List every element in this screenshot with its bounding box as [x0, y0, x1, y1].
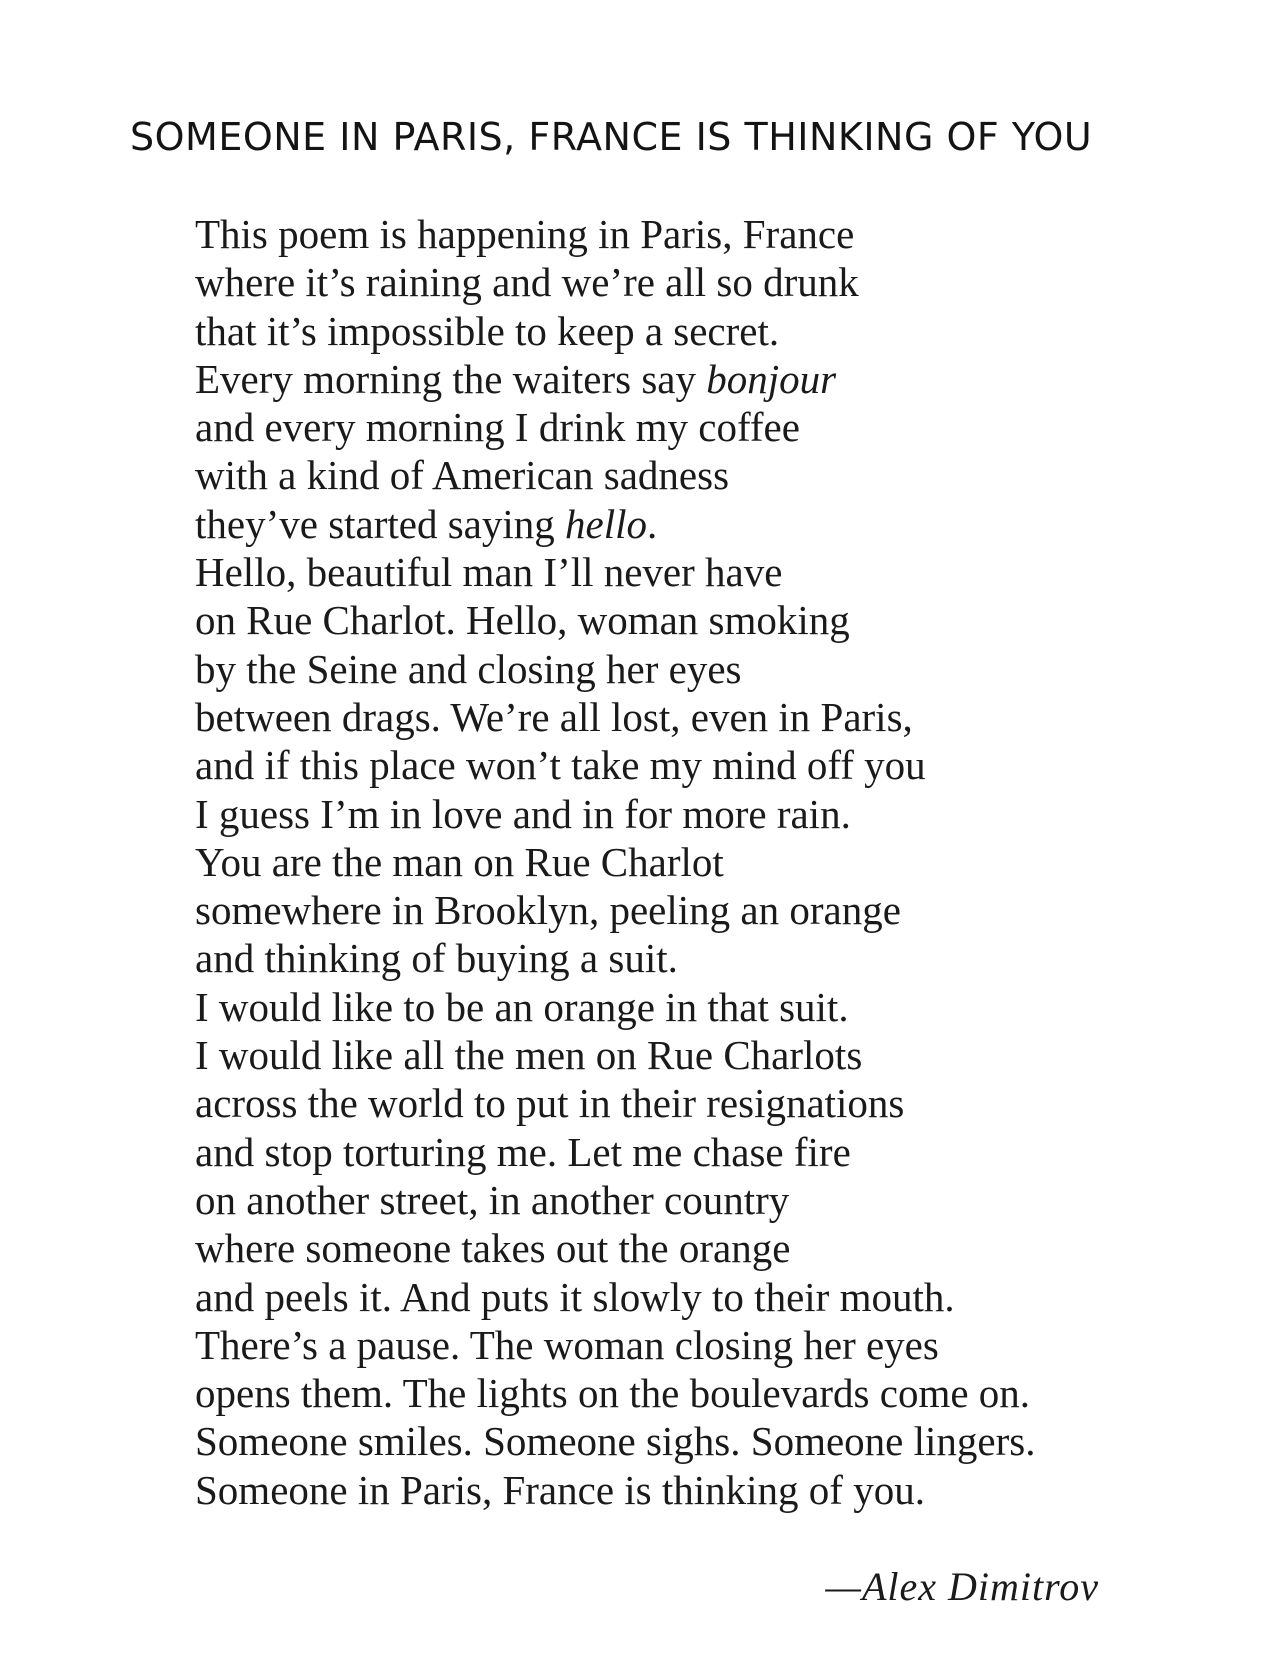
poem-line-text: Hello, beautiful man I’ll never have	[195, 549, 783, 596]
poem-line-text: Someone smiles. Someone sighs. Someone lingers.	[195, 1418, 1036, 1465]
poem-title: SOMEONE IN PARIS, FRANCE IS THINKING OF YOU	[130, 115, 1093, 159]
poem-line-text: on Rue Charlot. Hello, woman smoking	[195, 597, 850, 644]
poem-line	[195, 693, 1195, 741]
poem-line	[195, 741, 1195, 789]
poem-line	[195, 1369, 1195, 1417]
poem-line-text: I would like all the men on Rue Charlots	[195, 1032, 863, 1079]
poem-line-text: Someone in Paris, France is thinking of you.	[195, 1466, 925, 1513]
poem-line-text: This poem is happening in Paris, France	[195, 211, 855, 257]
poem-line-text: where it’s raining and we’re all so drunk	[195, 259, 859, 306]
poem-line	[195, 307, 1195, 355]
poem-line	[195, 934, 1195, 982]
poem-line	[195, 886, 1195, 934]
poem-line	[195, 838, 1195, 886]
poem-line	[195, 983, 1195, 1031]
poem-line-text: opens them. The lights on the boulevards come on.	[195, 1370, 1031, 1417]
poem-line-text: they’ve started saying	[195, 500, 566, 547]
poem-line	[195, 596, 1195, 644]
poem-line	[195, 403, 1195, 451]
poem-line	[195, 258, 1195, 306]
poem-line-text: and thinking of buying a suit.	[195, 935, 678, 982]
poem-line-text: I guess I’m in love and in for more rain.	[195, 790, 851, 837]
poem-line-text: between drags. We’re all lost, even in Paris,	[195, 693, 913, 740]
poem-line	[195, 1224, 1195, 1272]
poem-line-text: somewhere in Brooklyn, peeling an orange	[195, 887, 901, 934]
poem-line-text: that it’s impossible to keep a secret.	[195, 307, 780, 354]
poem-line-text: There’s a pause. The woman closing her eyes	[195, 1321, 939, 1368]
poem-line	[195, 1273, 1195, 1321]
poem-line	[195, 500, 1195, 548]
poem-body	[195, 210, 1195, 1514]
poem-line	[195, 355, 1195, 403]
poem-line-text: You are the man on Rue Charlot	[195, 838, 724, 885]
poem-line-text: by the Seine and closing her eyes	[195, 645, 742, 692]
poem-line	[195, 451, 1195, 499]
poem-line	[195, 210, 1195, 258]
poem-line	[195, 1128, 1195, 1176]
poem-line-text: and stop torturing me. Let me chase fire	[195, 1128, 851, 1175]
poem-line-text: across the world to put in their resignations	[195, 1080, 905, 1127]
poem-line-text: .	[647, 500, 658, 547]
poem-line-text: I would like to be an orange in that suit.	[195, 983, 849, 1030]
poem-line	[195, 1417, 1195, 1465]
poem-line	[195, 1031, 1195, 1079]
poem-line	[195, 1176, 1195, 1224]
poem-line-text: and if this place won’t take my mind off you	[195, 742, 926, 789]
poem-line-italic-text: bonjour	[706, 355, 837, 402]
poem-line	[195, 548, 1195, 596]
poem-line	[195, 1466, 1195, 1514]
poem-line-text: with a kind of American sadness	[195, 452, 730, 499]
poem-line	[195, 645, 1195, 693]
poem-line	[195, 1079, 1195, 1127]
poem-line-italic-text: hello	[565, 500, 648, 547]
poem-line-text: and every morning I drink my coffee	[195, 404, 800, 451]
poem-author: —Alex Dimitrov	[825, 1564, 1099, 1609]
poem-line	[195, 1321, 1195, 1369]
poem-line-text: on another street, in another country	[195, 1176, 790, 1223]
poem-line-text: where someone takes out the orange	[195, 1225, 791, 1272]
poem-line-text: Every morning the waiters say	[195, 355, 707, 402]
poem-line-text: and peels it. And puts it slowly to their mouth.	[195, 1273, 955, 1320]
poem-line	[195, 790, 1195, 838]
